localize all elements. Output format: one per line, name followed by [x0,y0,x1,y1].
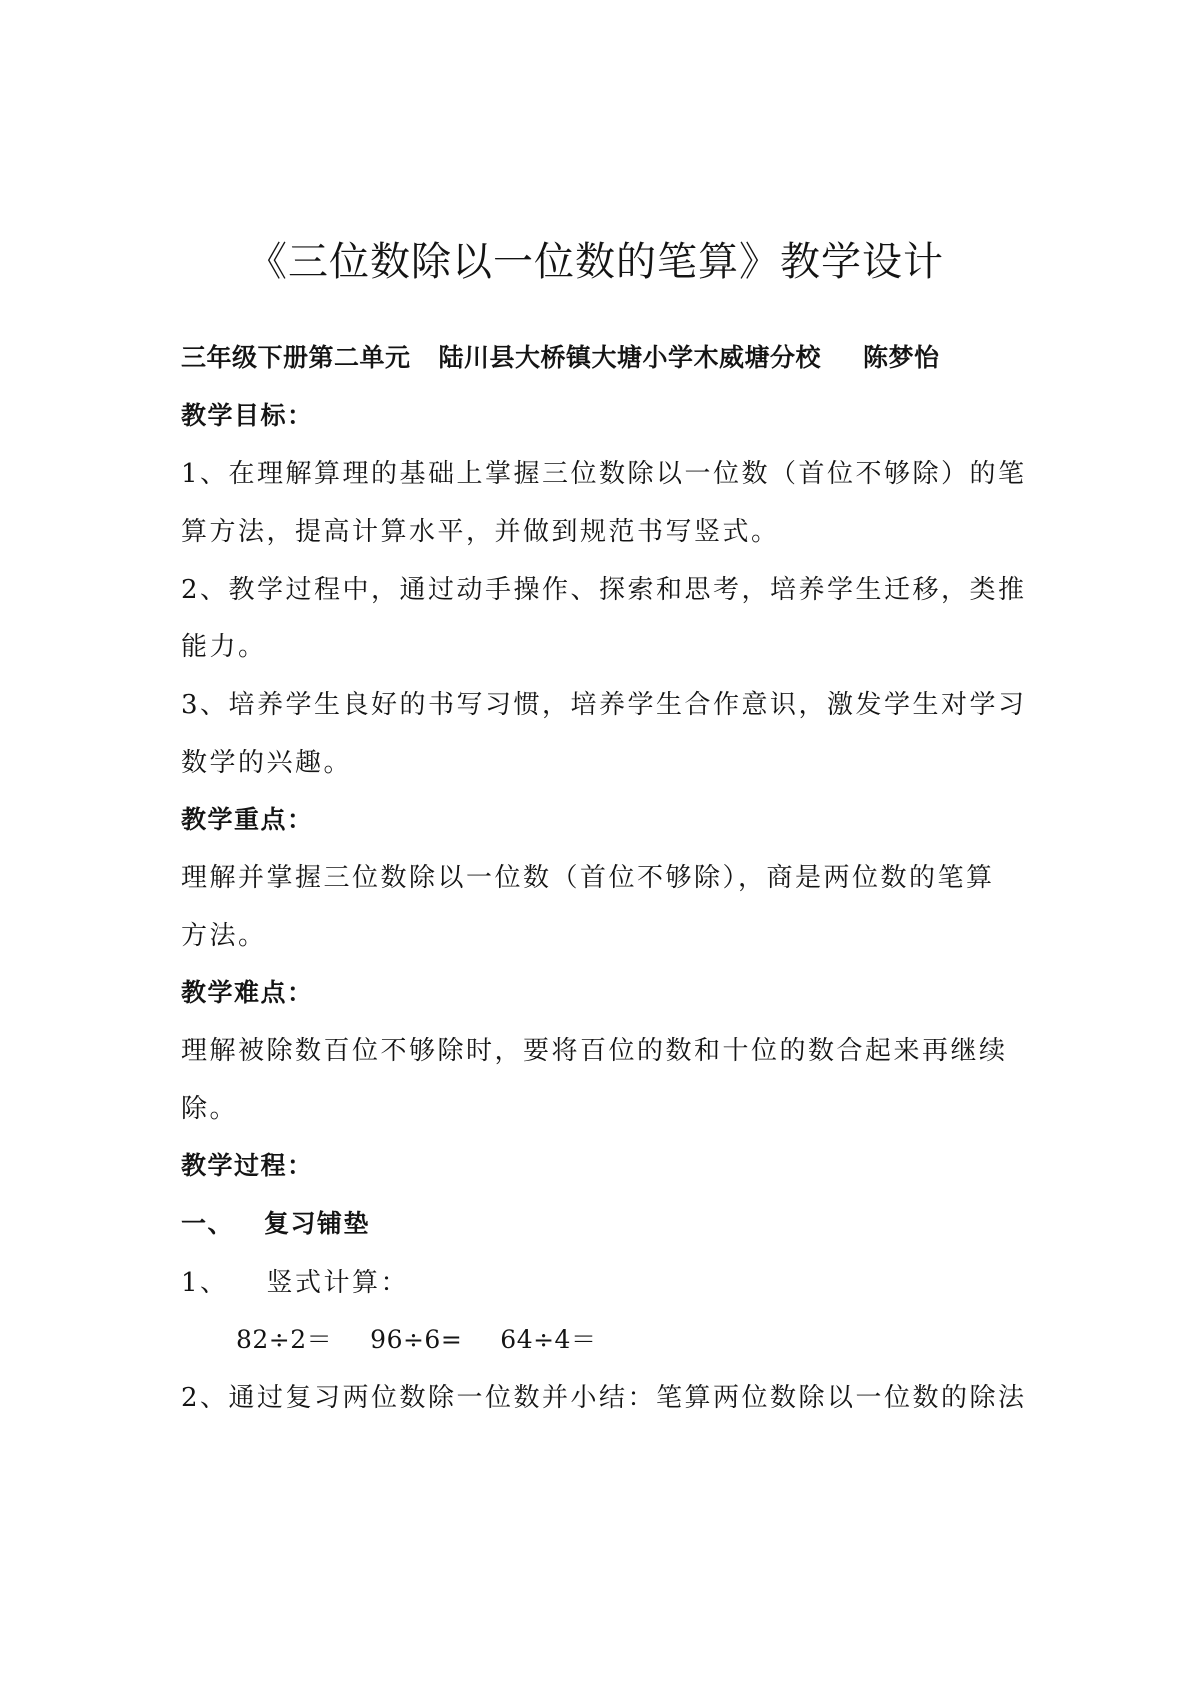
step-1-text: 竖式计算： [266,1268,410,1298]
key-point-heading: 教学重点： [181,805,314,834]
author-name: 陈梦怡 [863,343,940,372]
objective-3-line-1: 3、培养学生良好的书写习惯，培养学生合作意识，激发学生对学习 [181,690,1027,720]
section-1-heading [181,1204,370,1240]
expression-2: 96÷6= [370,1325,463,1354]
objective-3-line-2: 数学的兴趣。 [181,748,353,778]
step-2-line-1: 2、通过复习两位数除一位数并小结：笔算两位数除以一位数的除法 [181,1383,1027,1413]
process-heading: 教学过程： [181,1151,314,1180]
expressions-line [236,1320,596,1356]
document-title: 《三位数除以一位数的笔算》教学设计 [247,239,944,285]
objectives-heading: 教学目标： [181,401,314,430]
difficulty-line-2: 除。 [181,1094,239,1124]
key-point-line-1: 理解并掌握三位数除以一位数（首位不够除），商是两位数的笔算 [181,863,995,893]
school-name: 陆川县大桥镇大塘小学木威塘分校 [438,343,822,372]
step-1-number: 1、 [181,1268,229,1298]
author-info-line [181,338,940,374]
objective-2-line-2: 能力。 [181,632,267,662]
objective-2-line-1: 2、教学过程中，通过动手操作、探索和思考，培养学生迁移，类推 [181,575,1027,605]
section-1-number: 一、 [181,1209,235,1238]
expression-3: 64÷4＝ [500,1325,597,1354]
objective-1-line-1: 1、在理解算理的基础上掌握三位数除以一位数（首位不够除）的笔 [181,459,1027,489]
unit-label: 三年级下册第二单元 [181,343,411,372]
expression-1: 82÷2＝ [236,1325,333,1354]
difficulty-line-1: 理解被除数百位不够除时，要将百位的数和十位的数合起来再继续 [181,1036,1008,1066]
section-1-title: 复习铺垫 [264,1209,371,1238]
step-1-line [181,1262,409,1299]
difficulty-heading: 教学难点： [181,978,314,1007]
key-point-line-2: 方法。 [181,921,267,951]
objective-1-line-2: 算方法，提高计算水平，并做到规范书写竖式。 [181,517,780,547]
